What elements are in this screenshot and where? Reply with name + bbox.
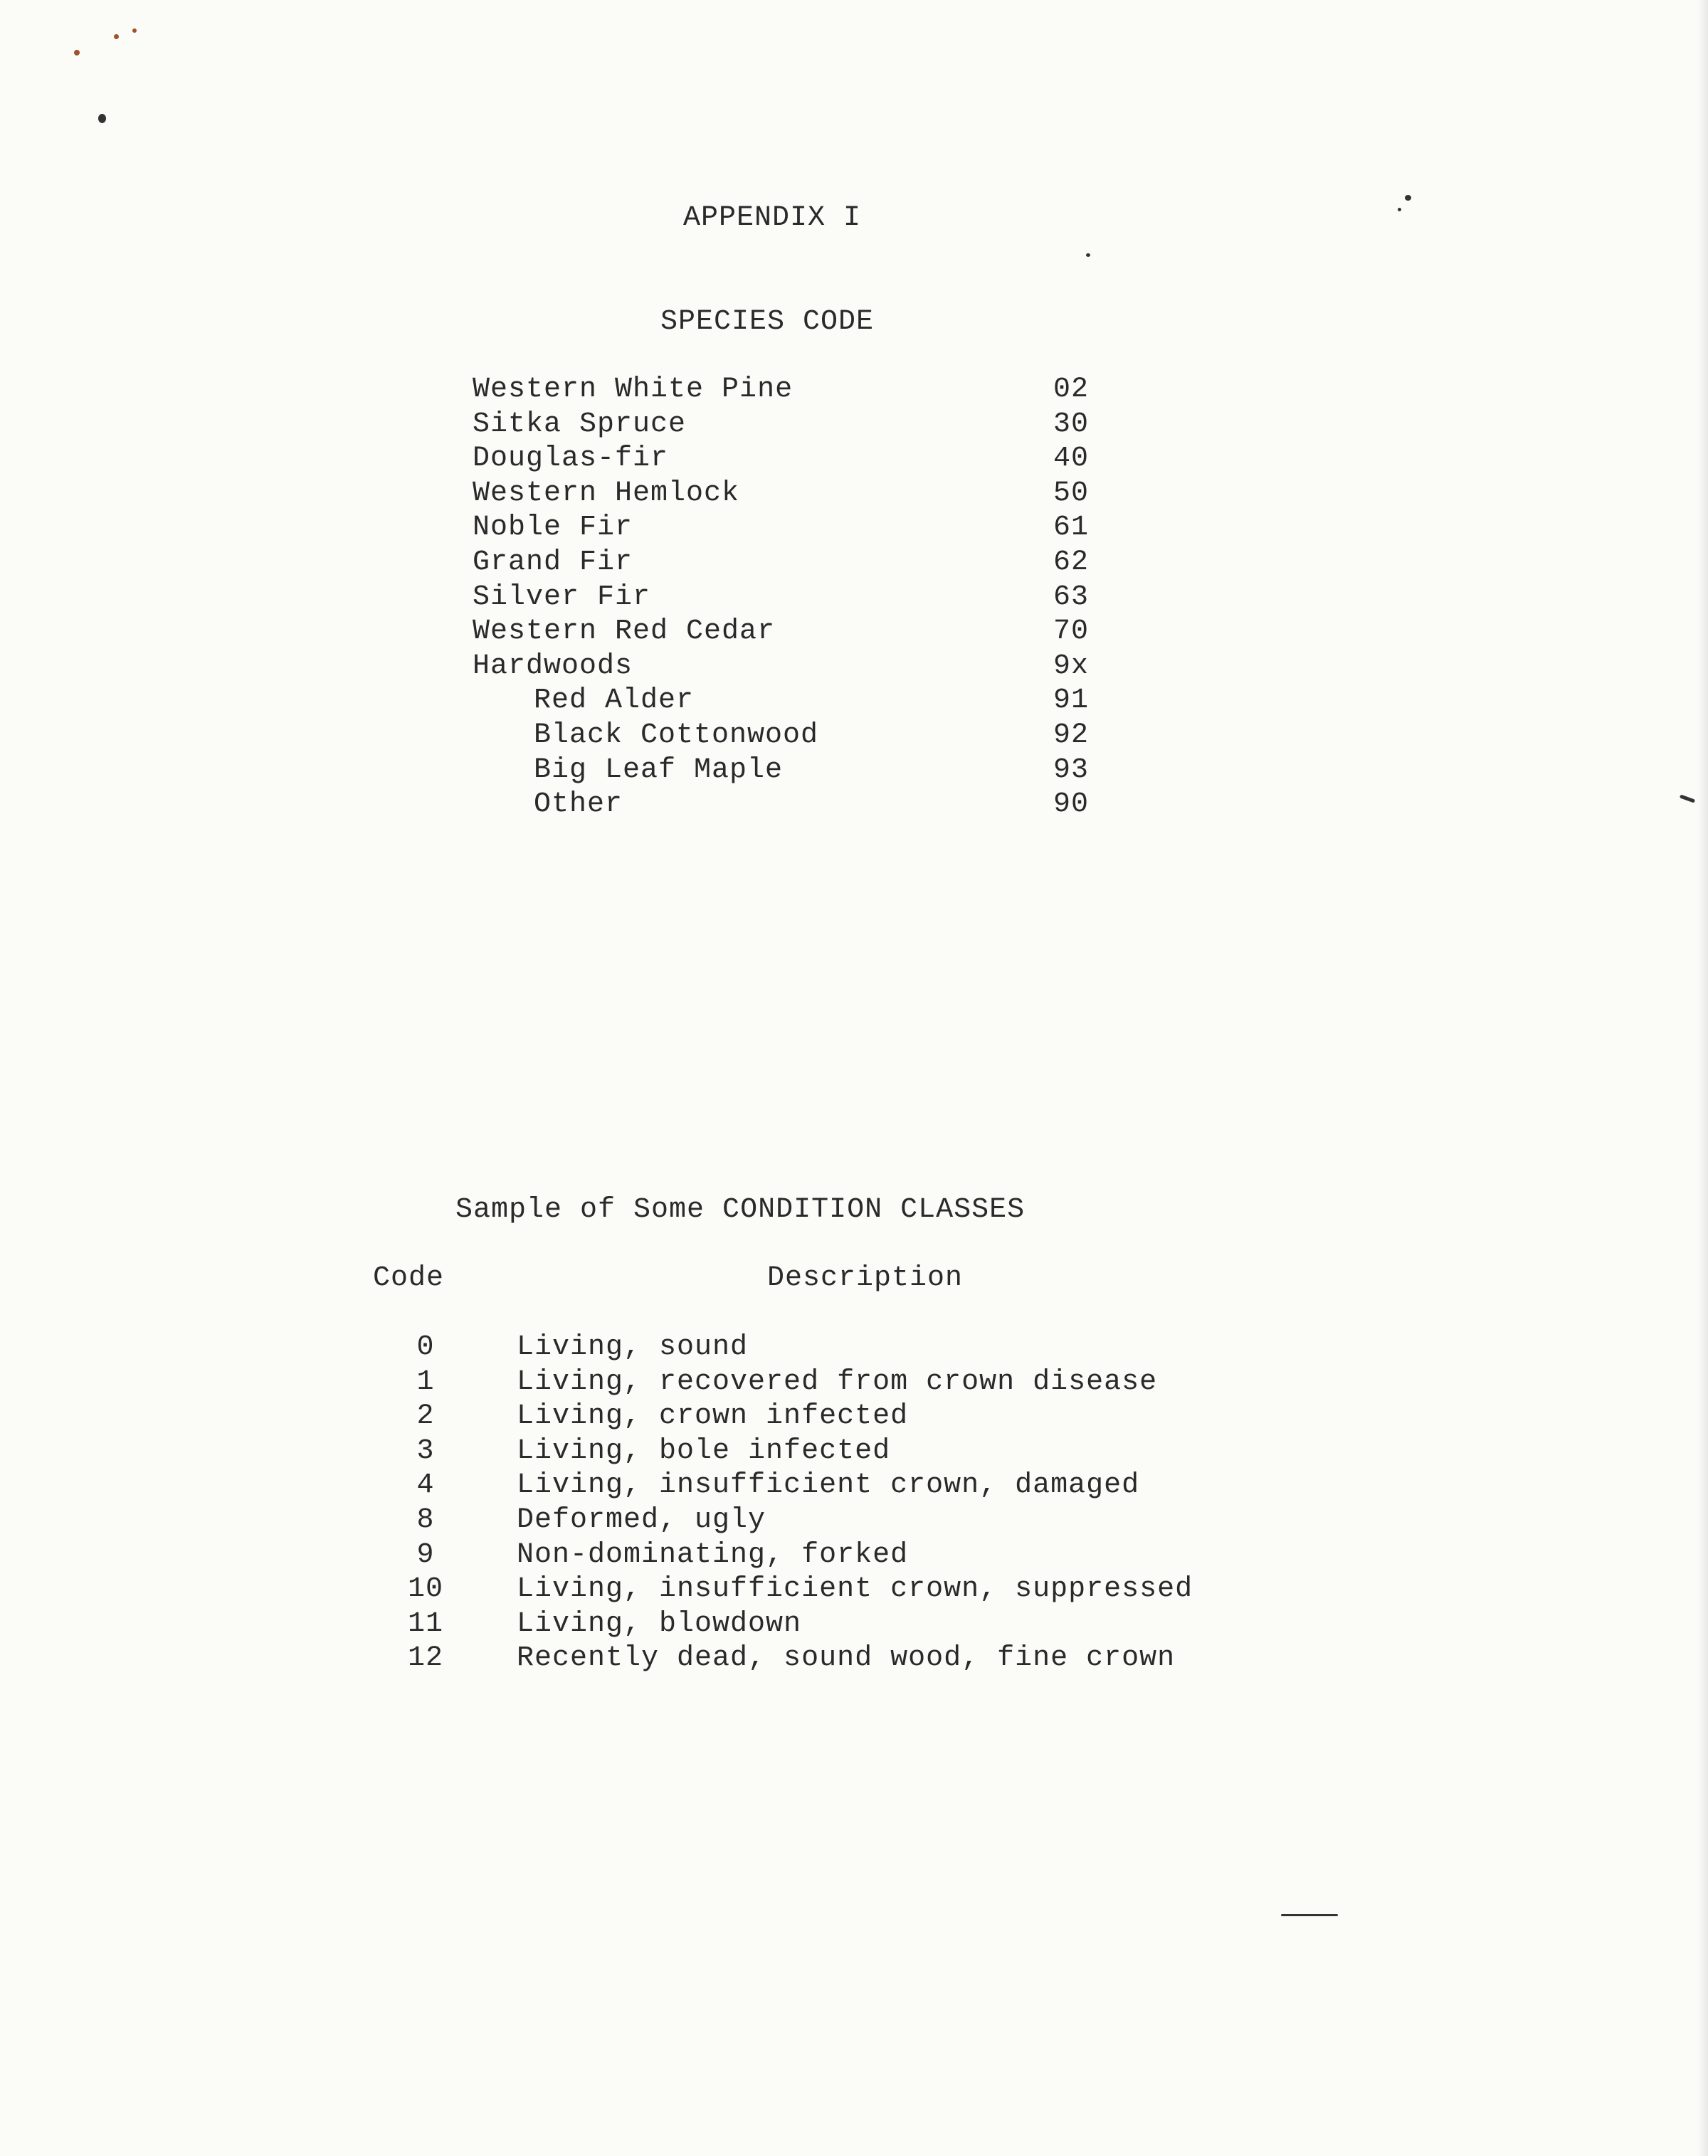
condition-description: Recently dead, sound wood, fine crown — [517, 1642, 1176, 1675]
ink-speck — [98, 114, 106, 123]
condition-code: 8 — [416, 1504, 435, 1536]
species-code: 9x — [1053, 650, 1090, 682]
condition-description: Living, insufficient crown, suppressed — [517, 1573, 1193, 1606]
species-code: 92 — [1053, 719, 1090, 751]
page-edge-shadow — [1698, 0, 1708, 2156]
condition-code: 0 — [416, 1331, 435, 1363]
species-name: Sitka Spruce — [473, 408, 687, 440]
condition-description: Living, insufficient crown, damaged — [517, 1469, 1140, 1502]
ink-speck — [1680, 794, 1695, 803]
condition-description: Non-dominating, forked — [517, 1538, 909, 1571]
ink-speck — [114, 34, 119, 39]
species-name: Red Alder — [534, 685, 695, 717]
species-code-title: SPECIES CODE — [660, 306, 875, 338]
ink-speck — [1405, 195, 1411, 201]
species-name: Black Cottonwood — [534, 719, 819, 751]
description-column-header: Description — [767, 1262, 964, 1294]
species-code: 93 — [1053, 754, 1090, 786]
species-name: Big Leaf Maple — [534, 754, 784, 786]
species-code: 30 — [1053, 408, 1090, 440]
condition-code: 3 — [416, 1434, 435, 1467]
species-code: 02 — [1053, 374, 1090, 406]
species-code: 91 — [1053, 685, 1090, 717]
species-code: 63 — [1053, 581, 1090, 613]
species-code: 50 — [1053, 477, 1090, 509]
ink-speck — [1086, 253, 1090, 257]
species-code: 61 — [1053, 512, 1090, 544]
condition-code: 2 — [416, 1400, 435, 1433]
species-name: Douglas-fir — [473, 443, 669, 475]
code-column-header: Code — [373, 1262, 445, 1294]
species-name: Hardwoods — [473, 650, 633, 682]
condition-description: Living, crown infected — [517, 1400, 909, 1433]
species-name: Noble Fir — [473, 512, 633, 544]
condition-description: Living, bole infected — [517, 1434, 891, 1467]
condition-code: 10 — [407, 1573, 443, 1606]
condition-code: 11 — [407, 1607, 443, 1640]
species-code: 62 — [1053, 546, 1090, 578]
species-name: Other — [534, 788, 623, 821]
appendix-heading: APPENDIX I — [683, 202, 862, 234]
condition-classes-title: Sample of Some CONDITION CLASSES — [455, 1194, 1026, 1226]
species-code: 70 — [1053, 615, 1090, 648]
condition-description: Living, recovered from crown disease — [517, 1365, 1158, 1398]
species-code: 40 — [1053, 443, 1090, 475]
species-name: Silver Fir — [473, 581, 651, 613]
condition-description: Living, sound — [517, 1331, 749, 1363]
species-name: Grand Fir — [473, 546, 633, 578]
ink-mark — [1281, 1914, 1338, 1916]
species-name: Western Red Cedar — [473, 615, 776, 648]
species-code: 90 — [1053, 788, 1090, 821]
condition-description: Deformed, ugly — [517, 1504, 766, 1536]
condition-code: 9 — [416, 1538, 435, 1571]
species-name: Western White Pine — [473, 374, 794, 406]
ink-speck — [132, 28, 137, 33]
species-name: Western Hemlock — [473, 477, 740, 509]
condition-code: 4 — [416, 1469, 435, 1502]
ink-speck — [1398, 208, 1401, 211]
condition-description: Living, blowdown — [517, 1607, 802, 1640]
ink-speck — [74, 50, 80, 56]
condition-code: 12 — [407, 1642, 443, 1675]
condition-code: 1 — [416, 1365, 435, 1398]
